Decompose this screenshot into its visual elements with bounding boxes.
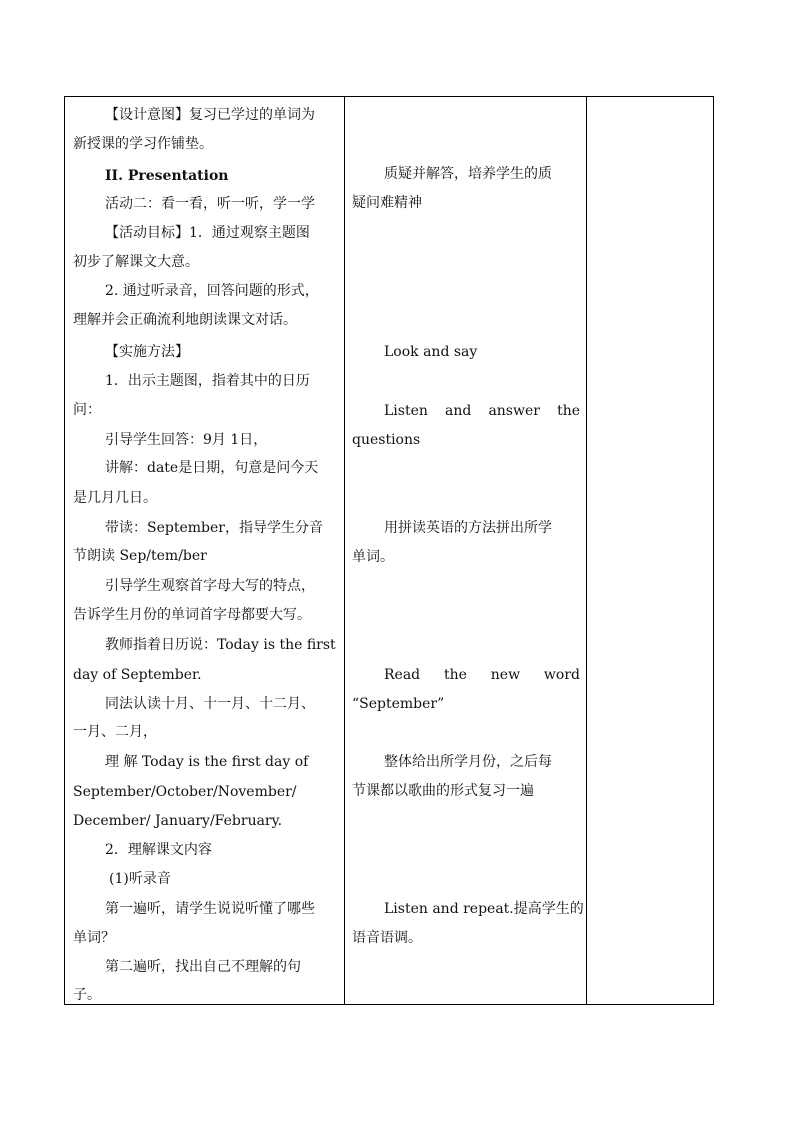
text-line: 疑问难精神 — [352, 195, 422, 211]
text-line: 引导学生观察首字母大写的特点， — [105, 578, 315, 594]
text-line: day of September. — [73, 667, 202, 683]
text-line: 是几月几日。 — [73, 490, 157, 506]
word: the — [557, 403, 580, 419]
text-line: 引导学生回答：9月 1日， — [105, 432, 268, 448]
text-line: September/October/November/ — [73, 784, 297, 800]
text-line: 单词。 — [352, 549, 394, 565]
justified-line — [384, 665, 580, 685]
text-line: Listen and repeat.提高学生的 — [384, 901, 584, 917]
text-line: 质疑并解答，培养学生的质 — [384, 166, 552, 182]
text-line: 教师指着日历说：Today is the first — [105, 637, 336, 653]
text-line: 问： — [73, 402, 101, 418]
word: and — [445, 403, 472, 419]
text-line: 整体给出所学月份，之后每 — [384, 754, 552, 770]
text-line: 第一遍听，请学生说说听懂了哪些 — [105, 901, 315, 917]
word: word — [543, 667, 580, 683]
text-line: 【活动目标】1．通过观察主题图 — [105, 225, 310, 241]
text-line: 【实施方法】 — [105, 344, 189, 360]
text-line: 新授课的学习作铺垫。 — [73, 136, 213, 152]
text-line: 理 解 Today is the first day of — [105, 754, 309, 770]
text-line: 带读：September，指导学生分音 — [105, 520, 323, 536]
text-line: 活动二：看一看，听一听，学一学 — [105, 196, 315, 212]
text-line: December/ January/February. — [73, 813, 283, 829]
text-line: “September” — [352, 696, 445, 712]
word: Read — [384, 667, 421, 683]
text-line: 1．出示主题图，指着其中的日历 — [105, 373, 310, 389]
word: Listen — [384, 403, 428, 419]
text-line: 2．理解课文内容 — [105, 842, 212, 858]
text-line: 第二遍听，找出自己不理解的句 — [105, 959, 301, 975]
text-line: questions — [352, 432, 421, 448]
text-line: (1)听录音 — [109, 871, 171, 887]
word: answer — [488, 403, 540, 419]
text-line: 语音语调。 — [352, 930, 422, 946]
text-line: 子。 — [73, 987, 101, 1003]
text-line: 单词？ — [73, 930, 115, 946]
text-line: 同法认读十月、十一月、十二月、 — [105, 696, 315, 712]
text-line: 用拼读英语的方法拼出所学 — [384, 520, 552, 536]
text-line: 一月、二月， — [73, 724, 157, 740]
text-line: 初步了解课文大意。 — [73, 254, 199, 270]
text-line: 节课都以歌曲的形式复习一遍 — [352, 783, 534, 799]
text-line: 告诉学生月份的单词首字母都要大写。 — [73, 607, 311, 623]
lesson-plan-table — [64, 96, 714, 1005]
text-line: Look and say — [384, 344, 478, 360]
section-heading: II. Presentation — [105, 168, 229, 184]
justified-line — [384, 401, 580, 421]
column-divider-1 — [344, 97, 345, 1004]
column-divider-2 — [586, 97, 587, 1004]
word: the — [443, 667, 467, 683]
text-line: 理解并会正确流利地朗读课文对话。 — [73, 312, 297, 328]
text-line: 节朗读 Sep/tem/ber — [73, 548, 207, 564]
text-line: 讲解：date是日期，句意是问今天 — [105, 460, 319, 476]
text-line: 【设计意图】复习已学过的单词为 — [105, 107, 315, 123]
word: new — [490, 667, 521, 683]
text-line: 2. 通过听录音，回答问题的形式， — [105, 283, 319, 299]
